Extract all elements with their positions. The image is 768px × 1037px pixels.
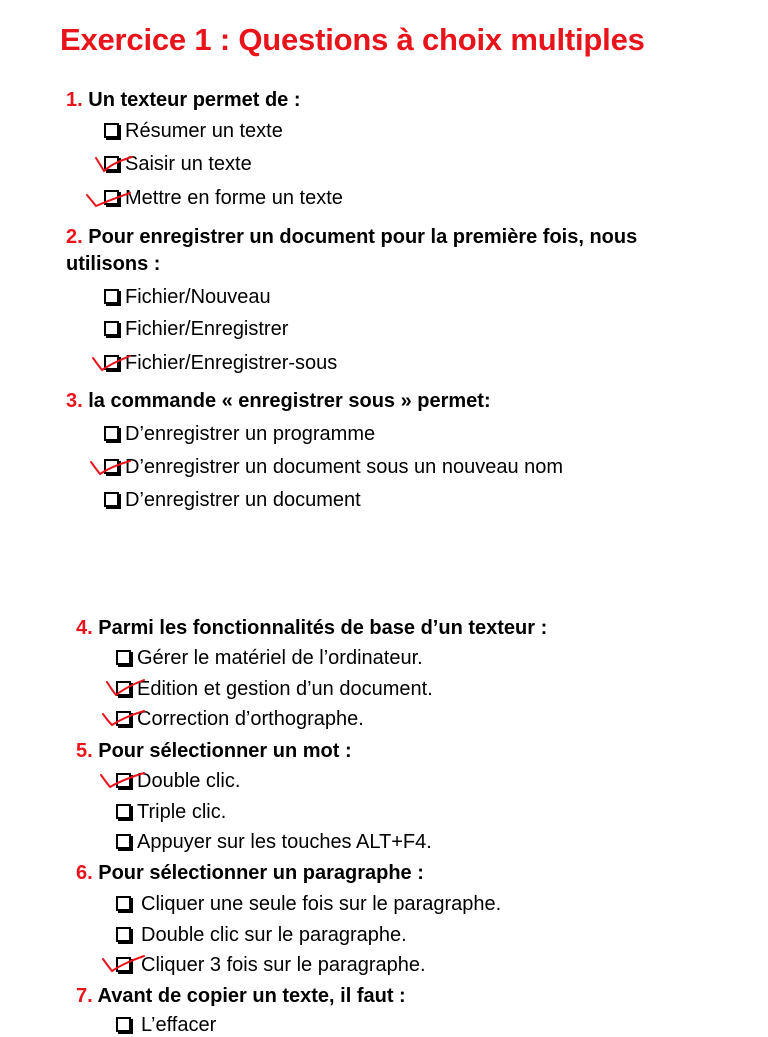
option-q2-c[interactable]	[104, 351, 337, 375]
option-q1-c[interactable]	[104, 186, 343, 210]
option-q3-c[interactable]	[104, 488, 361, 512]
option-q6-c[interactable]	[116, 953, 426, 977]
option-label: Mettre en forme un texte	[125, 187, 343, 209]
question-text: Parmi les fonctionnalités de base d’un texteur :	[98, 617, 548, 639]
question-text: Un texteur permet de :	[88, 89, 301, 111]
option-label: D’enregistrer un document sous un nouveau nom	[125, 456, 564, 478]
question-text-line-2: utilisons :	[66, 253, 161, 275]
checkmark-icon	[90, 353, 136, 375]
question-number: 6.	[76, 862, 93, 884]
checkmark-icon	[84, 188, 136, 210]
question-5	[76, 738, 352, 765]
option-label: Double clic.	[137, 770, 241, 792]
question-number: 4.	[76, 617, 93, 639]
option-q6-a[interactable]	[116, 892, 501, 916]
page-title: Exercice 1 : Questions à choix multiples	[60, 22, 645, 57]
question-text: la commande « enregistrer sous » permet:	[88, 390, 491, 412]
option-label: Saisir un texte	[125, 153, 252, 175]
checkbox[interactable]	[116, 927, 131, 942]
option-label: D’enregistrer un document	[125, 489, 361, 511]
question-text: Avant de copier un texte, il faut :	[97, 985, 406, 1007]
option-label: Gérer le matériel de l’ordinateur.	[137, 647, 423, 669]
checkbox[interactable]	[104, 426, 119, 441]
option-label: D’enregistrer un programme	[125, 423, 376, 445]
checkbox[interactable]	[104, 492, 119, 507]
checkbox[interactable]	[116, 834, 131, 849]
option-label: Fichier/Enregistrer-sous	[125, 352, 338, 374]
option-q1-a[interactable]	[104, 119, 283, 143]
question-number: 1.	[66, 89, 83, 111]
checkbox[interactable]	[104, 123, 119, 138]
checkbox[interactable]	[116, 1017, 131, 1032]
option-label: Fichier/Enregistrer	[125, 318, 289, 340]
question-2-continued	[66, 251, 160, 278]
checkmark-icon	[100, 708, 148, 730]
option-label: L’effacer	[141, 1014, 217, 1036]
option-label: Edition et gestion d’un document.	[137, 678, 433, 700]
question-1	[66, 87, 301, 114]
question-number: 7.	[76, 985, 93, 1007]
question-number: 5.	[76, 740, 93, 762]
option-label: Cliquer 3 fois sur le paragraphe.	[141, 954, 426, 976]
option-q4-c[interactable]	[116, 707, 364, 731]
option-q5-b[interactable]	[116, 800, 226, 824]
checkmark-icon	[98, 770, 148, 792]
option-q2-a[interactable]	[104, 285, 271, 309]
option-q4-a[interactable]	[116, 646, 423, 670]
question-3	[66, 388, 491, 415]
option-label: Triple clic.	[137, 801, 227, 823]
option-label: Correction d’orthographe.	[137, 708, 364, 730]
checkmark-icon	[92, 154, 136, 176]
question-2	[66, 224, 637, 251]
option-q3-a[interactable]	[104, 422, 375, 446]
question-4	[76, 615, 547, 642]
option-label: Résumer un texte	[125, 120, 283, 142]
option-label: Fichier/Nouveau	[125, 286, 271, 308]
option-q7-a[interactable]	[116, 1013, 216, 1037]
question-number: 2.	[66, 226, 83, 248]
option-q3-b[interactable]	[104, 455, 563, 479]
checkmark-icon	[100, 954, 148, 976]
option-q2-b[interactable]	[104, 317, 288, 341]
question-text: Pour sélectionner un mot :	[98, 740, 352, 762]
option-q5-c[interactable]	[116, 830, 432, 854]
checkbox[interactable]	[104, 289, 119, 304]
option-q6-b[interactable]	[116, 923, 407, 947]
checkbox[interactable]	[104, 321, 119, 336]
option-q4-b[interactable]	[116, 677, 433, 701]
checkmark-icon	[88, 457, 136, 479]
question-7	[76, 983, 406, 1010]
question-text-line-1: Pour enregistrer un document pour la première fois, nous	[88, 226, 638, 248]
option-label: Appuyer sur les touches ALT+F4.	[137, 831, 432, 853]
question-number: 3.	[66, 390, 83, 412]
question-6	[76, 860, 424, 887]
question-text: Pour sélectionner un paragraphe :	[98, 862, 424, 884]
checkbox[interactable]	[116, 804, 131, 819]
option-label: Double clic sur le paragraphe.	[141, 924, 407, 946]
option-label: Cliquer une seule fois sur le paragraphe.	[141, 893, 502, 915]
checkbox[interactable]	[116, 650, 131, 665]
checkmark-icon	[104, 678, 148, 700]
checkbox[interactable]	[116, 896, 131, 911]
